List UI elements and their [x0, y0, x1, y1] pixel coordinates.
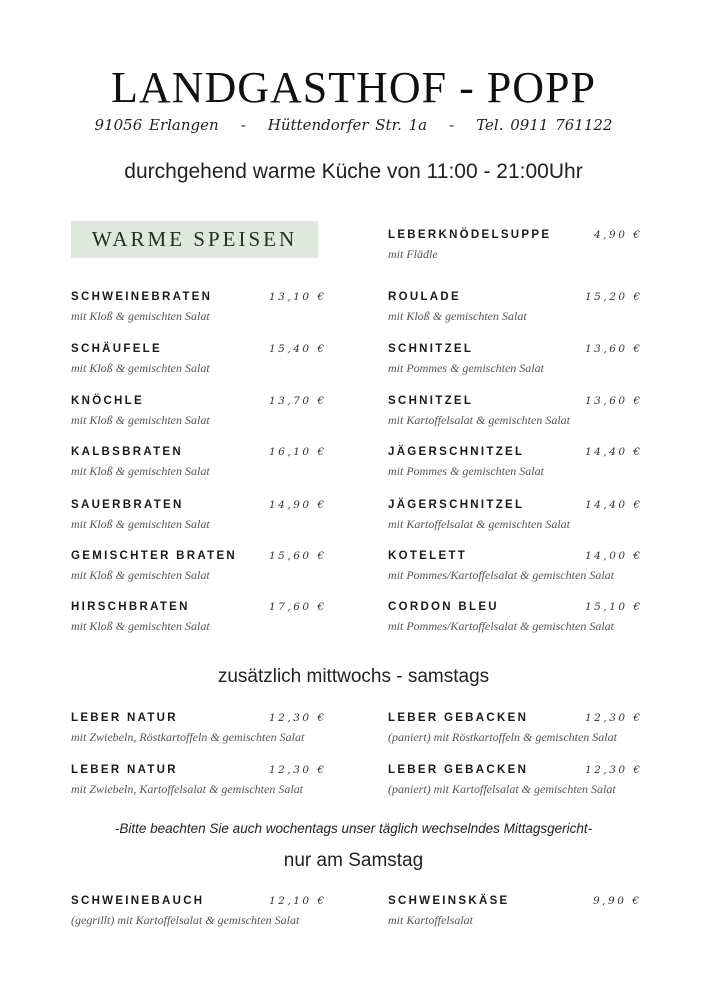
opening-hours: durchgehend warme Küche von 11:00 - 21:00Uhr	[124, 160, 583, 183]
item-name: KOTELETT	[388, 550, 468, 562]
item-name: ROULADE	[388, 291, 461, 303]
item-description: mit Zwiebeln, Kartoffelsalat & gemischten Salat	[71, 782, 303, 796]
item-description: mit Kloß & gemischten Salat	[71, 517, 210, 531]
item-price: 4,90 €	[594, 229, 643, 241]
daily-special-note: -Bitte beachten Sie auch wochentags unser täglich wechselndes Mittagsgericht-	[114, 821, 593, 836]
item-description: (paniert) mit Kartoffelsalat & gemischten Salat	[388, 782, 616, 796]
item-name: LEBERKNÖDELSUPPE	[388, 229, 552, 241]
item-name: LEBER NATUR	[71, 764, 178, 776]
item-description: mit Kloß & gemischten Salat	[71, 464, 210, 478]
item-description: mit Kloß & gemischten Salat	[71, 413, 210, 427]
item-name: LEBER GEBACKEN	[388, 712, 529, 724]
item-name: HIRSCHBRATEN	[71, 601, 190, 613]
separator-1: -	[240, 116, 246, 134]
item-price: 12,30 €	[269, 764, 327, 776]
item-price: 13,60 €	[585, 395, 643, 407]
restaurant-title: LANDGASTHOF - POPP	[111, 63, 596, 112]
midweek-heading: zusätzlich mittwochs - samstags	[217, 666, 490, 687]
item-name: KNÖCHLE	[71, 395, 144, 407]
item-description: mit Zwiebeln, Röstkartoffeln & gemischten Salat	[71, 730, 305, 744]
item-price: 12,30 €	[585, 764, 643, 776]
item-price: 13,10 €	[269, 291, 327, 303]
phone-text: Tel. 0911 761122	[476, 116, 613, 134]
item-price: 14,40 €	[585, 446, 643, 458]
item-price: 15,60 €	[269, 550, 327, 562]
item-name: SCHWEINSKÄSE	[388, 895, 510, 907]
item-description: mit Kartoffelsalat & gemischten Salat	[388, 517, 570, 531]
item-price: 12,10 €	[269, 895, 327, 907]
item-name: SCHWEINEBAUCH	[71, 895, 205, 907]
item-description: mit Kloß & gemischten Salat	[71, 568, 210, 582]
address-line	[0, 116, 707, 134]
item-description: mit Kartoffelsalat & gemischten Salat	[388, 413, 570, 427]
item-price: 15,20 €	[585, 291, 643, 303]
item-price: 15,10 €	[585, 601, 643, 613]
item-name: SCHÄUFELE	[71, 343, 162, 355]
item-price: 17,60 €	[269, 601, 327, 613]
item-description: mit Kloß & gemischten Salat	[71, 361, 210, 375]
item-description: mit Pommes/Kartoffelsalat & gemischten Salat	[388, 619, 614, 633]
item-price: 14,90 €	[269, 499, 327, 511]
item-name: GEMISCHTER BRATEN	[71, 550, 238, 562]
item-name: LEBER NATUR	[71, 712, 178, 724]
item-description: (paniert) mit Röstkartoffeln & gemischten Salat	[388, 730, 617, 744]
item-price: 15,40 €	[269, 343, 327, 355]
item-price: 9,90 €	[593, 895, 642, 907]
item-name: LEBER GEBACKEN	[388, 764, 529, 776]
item-description: (gegrillt) mit Kartoffelsalat & gemischten Salat	[71, 913, 300, 927]
item-name: SAUERBRATEN	[71, 499, 184, 511]
item-name: SCHNITZEL	[388, 343, 474, 355]
city-text: 91056 Erlangen	[94, 116, 219, 134]
item-description: mit Flädle	[388, 247, 438, 261]
section-title-warme-speisen: WARME SPEISEN	[71, 221, 318, 258]
separator-2: -	[449, 116, 455, 134]
item-name: CORDON BLEU	[388, 601, 499, 613]
item-price: 13,70 €	[269, 395, 327, 407]
item-description: mit Pommes & gemischten Salat	[388, 464, 544, 478]
item-name: JÄGERSCHNITZEL	[388, 446, 525, 458]
item-name: SCHWEINEBRATEN	[71, 291, 213, 303]
street-text: Hüttendorfer Str. 1a	[267, 116, 428, 134]
item-name: JÄGERSCHNITZEL	[388, 499, 525, 511]
item-description: mit Kloß & gemischten Salat	[71, 619, 210, 633]
item-price: 14,00 €	[585, 550, 643, 562]
item-price: 16,10 €	[269, 446, 327, 458]
item-price: 14,40 €	[585, 499, 643, 511]
saturday-heading: nur am Samstag	[283, 850, 424, 871]
item-name: KALBSBRATEN	[71, 446, 183, 458]
item-description: mit Pommes & gemischten Salat	[388, 361, 544, 375]
item-description: mit Kloß & gemischten Salat	[71, 309, 210, 323]
item-description: mit Kartoffelsalat	[388, 913, 474, 927]
item-description: mit Kloß & gemischten Salat	[388, 309, 527, 323]
item-price: 13,60 €	[585, 343, 643, 355]
item-description: mit Pommes/Kartoffelsalat & gemischten Salat	[388, 568, 614, 582]
item-price: 12,30 €	[269, 712, 327, 724]
item-price: 12,30 €	[585, 712, 643, 724]
item-name: SCHNITZEL	[388, 395, 474, 407]
